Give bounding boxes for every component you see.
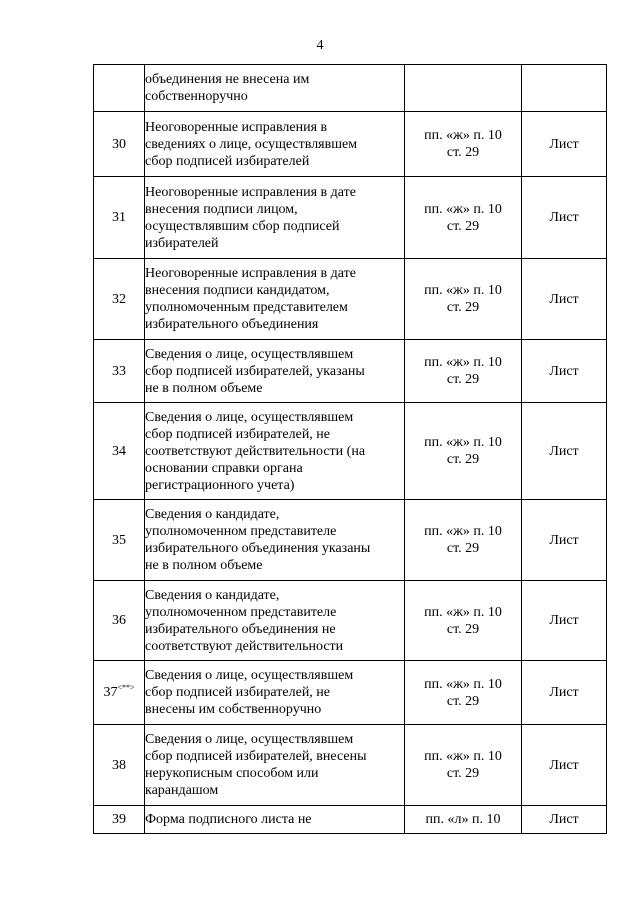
legal-reference bbox=[405, 581, 522, 661]
violation-description bbox=[145, 177, 405, 259]
legal-reference bbox=[405, 340, 522, 403]
legal-reference bbox=[405, 661, 522, 725]
row-number: 36 bbox=[112, 613, 126, 628]
reference-line: пп. «ж» п. 10 bbox=[424, 283, 502, 298]
description-line: Сведения о лице, осуществлявшем bbox=[145, 732, 354, 747]
row-number-cell bbox=[94, 500, 145, 581]
reference-line: ст. 29 bbox=[446, 693, 480, 709]
row-number-cell bbox=[94, 177, 145, 259]
table-row bbox=[94, 581, 607, 661]
row-number-cell bbox=[94, 661, 145, 725]
reference-line: пп. «ж» п. 10 bbox=[424, 749, 502, 764]
legal-reference bbox=[405, 112, 522, 177]
row-number-cell bbox=[94, 340, 145, 403]
description-line: сбор подписей избирателей, не bbox=[145, 426, 331, 442]
reference-line: пп. «ж» п. 10 bbox=[424, 435, 502, 450]
description-line: Сведения о лице, осуществлявшем bbox=[145, 668, 354, 683]
violation-description bbox=[145, 112, 405, 177]
description-line: внесения подписи лицом, bbox=[145, 201, 298, 217]
violation-type: Лист bbox=[522, 403, 607, 500]
row-number: 32 bbox=[112, 291, 126, 307]
violation-description bbox=[145, 500, 405, 581]
description-line: Сведения о лице, осуществлявшем bbox=[145, 409, 354, 425]
table-row bbox=[94, 403, 607, 500]
description-line: уполномоченным представителем bbox=[145, 300, 348, 315]
legal-reference bbox=[405, 259, 522, 340]
reference-line: ст. 29 bbox=[446, 766, 480, 781]
table-row bbox=[94, 806, 607, 834]
description-line: уполномоченном представителе bbox=[145, 604, 337, 620]
row-number-cell bbox=[94, 806, 145, 834]
violations-table bbox=[93, 64, 607, 834]
page-number: 4 bbox=[316, 38, 324, 53]
row-number: 33 bbox=[112, 363, 126, 379]
reference-line: пп. «л» п. 10 bbox=[425, 812, 501, 827]
description-line: основании справки органа bbox=[145, 460, 303, 476]
reference-line: пп. «ж» п. 10 bbox=[424, 201, 502, 217]
legal-reference bbox=[405, 177, 522, 259]
table-row bbox=[94, 259, 607, 340]
violation-description bbox=[145, 806, 405, 834]
description-line: собственноручно bbox=[145, 89, 248, 104]
reference-line: ст. 29 bbox=[446, 452, 480, 467]
violation-type: Лист bbox=[522, 806, 607, 834]
row-number-cell bbox=[94, 259, 145, 340]
reference-line: ст. 29 bbox=[446, 372, 480, 387]
row-number: 31 bbox=[112, 210, 126, 225]
table-body bbox=[94, 65, 607, 834]
description-line: Сведения о кандидате, bbox=[145, 507, 280, 522]
row-number: 30 bbox=[112, 136, 126, 152]
violation-type: Лист bbox=[522, 725, 607, 806]
violation-description bbox=[145, 65, 405, 112]
row-number-cell bbox=[94, 65, 145, 112]
violation-description bbox=[145, 259, 405, 340]
table-row bbox=[94, 65, 607, 112]
row-number-cell bbox=[94, 581, 145, 661]
row-number: 34 bbox=[112, 443, 126, 459]
violation-type: Лист bbox=[522, 340, 607, 403]
description-line: сбор подписей избирателей, внесены bbox=[145, 749, 367, 764]
violation-description bbox=[145, 581, 405, 661]
legal-reference bbox=[405, 806, 522, 834]
row-number: 39 bbox=[112, 812, 126, 827]
description-line: регистрационного учета) bbox=[145, 477, 295, 493]
violation-description bbox=[145, 340, 405, 403]
table-row bbox=[94, 500, 607, 581]
description-line: сбор подписей избирателей bbox=[145, 153, 310, 169]
reference-line: ст. 29 bbox=[446, 300, 480, 315]
violation-type: Лист bbox=[522, 500, 607, 581]
violation-type: Лист bbox=[522, 177, 607, 259]
description-line: Форма подписного листа не bbox=[145, 812, 312, 827]
violation-description bbox=[145, 661, 405, 725]
violation-type: Лист bbox=[522, 581, 607, 661]
reference-line: пп. «ж» п. 10 bbox=[424, 128, 502, 143]
row-number: 37 bbox=[103, 685, 118, 700]
legal-reference bbox=[405, 725, 522, 806]
violation-description bbox=[145, 725, 405, 806]
row-number-cell bbox=[94, 112, 145, 177]
reference-line: пп. «ж» п. 10 bbox=[424, 676, 502, 692]
legal-reference bbox=[405, 500, 522, 581]
table-row bbox=[94, 661, 607, 725]
description-line: соответствуют действительности (на bbox=[145, 443, 366, 459]
reference-line: пп. «ж» п. 10 bbox=[424, 355, 502, 370]
row-number-cell bbox=[94, 403, 145, 500]
description-line: внесены им собственноручно bbox=[145, 702, 322, 717]
footnote-mark: <**> bbox=[117, 683, 135, 692]
description-line: сбор подписей избирателей, указаны bbox=[145, 363, 365, 379]
violation-type: Лист bbox=[522, 259, 607, 340]
description-line: внесения подписи кандидатом, bbox=[145, 283, 330, 298]
description-line: не в полном объеме bbox=[145, 558, 263, 573]
description-line: сбор подписей избирателей, не bbox=[145, 685, 331, 700]
description-line: объединения не внесена им bbox=[145, 72, 310, 87]
description-line: Неоговоренные исправления в bbox=[145, 119, 328, 135]
description-line: нерукописным способом или bbox=[145, 766, 319, 781]
reference-line: ст. 29 bbox=[446, 541, 480, 556]
violation-type: Лист bbox=[522, 661, 607, 725]
legal-reference bbox=[405, 403, 522, 500]
row-number-cell bbox=[94, 725, 145, 806]
description-line: избирательного объединения указаны bbox=[145, 541, 371, 556]
description-line: осуществлявшим сбор подписей bbox=[145, 218, 340, 234]
description-line: соответствуют действительности bbox=[145, 638, 344, 654]
description-line: избирателей bbox=[145, 235, 219, 251]
reference-line: пп. «ж» п. 10 bbox=[424, 524, 502, 539]
description-line: сведениях о лице, осуществлявшем bbox=[145, 136, 358, 152]
legal-reference bbox=[405, 65, 522, 112]
description-line: не в полном объеме bbox=[145, 380, 263, 396]
description-line: Неоговоренные исправления в дате bbox=[145, 184, 356, 200]
description-line: уполномоченном представителе bbox=[145, 524, 337, 539]
violation-description bbox=[145, 403, 405, 500]
reference-line: пп. «ж» п. 10 bbox=[424, 604, 502, 620]
table-row bbox=[94, 340, 607, 403]
description-line: Сведения о лице, осуществлявшем bbox=[145, 346, 354, 362]
description-line: избирательного объединения не bbox=[145, 621, 336, 637]
description-line: карандашом bbox=[145, 783, 219, 798]
reference-line: ст. 29 bbox=[446, 621, 480, 637]
description-line: Сведения о кандидате, bbox=[145, 587, 280, 603]
table-row bbox=[94, 725, 607, 806]
violation-type: Лист bbox=[522, 112, 607, 177]
row-number: 35 bbox=[112, 532, 126, 548]
description-line: избирательного объединения bbox=[145, 317, 319, 332]
row-number: 38 bbox=[112, 757, 126, 773]
violation-type bbox=[522, 65, 607, 112]
description-line: Неоговоренные исправления в дате bbox=[145, 266, 356, 281]
table-row bbox=[94, 177, 607, 259]
reference-line: ст. 29 bbox=[446, 218, 480, 234]
table-row bbox=[94, 112, 607, 177]
reference-line: ст. 29 bbox=[446, 145, 480, 160]
